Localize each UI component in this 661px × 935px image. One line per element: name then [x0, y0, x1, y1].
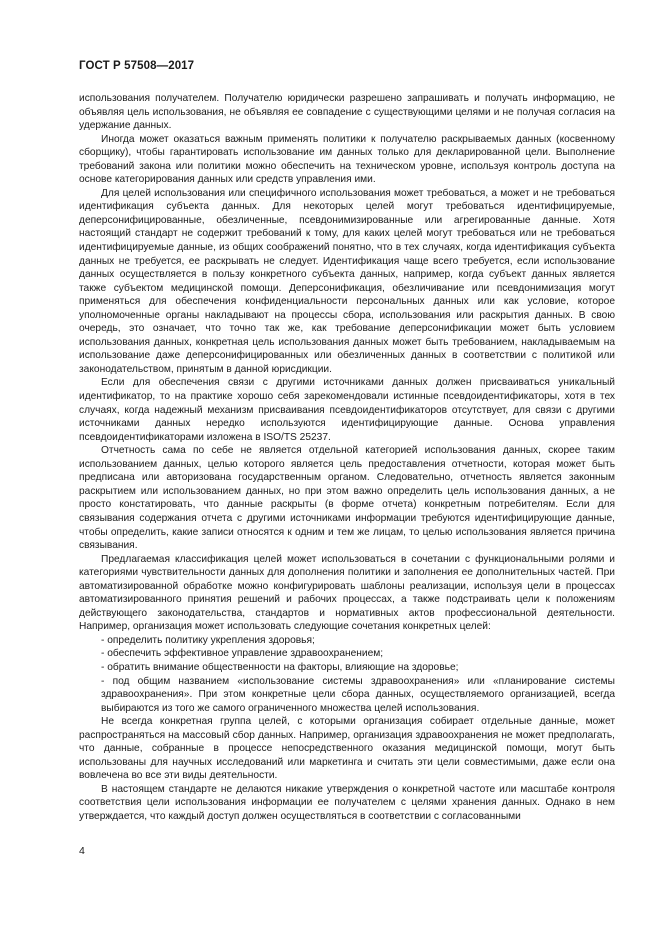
- paragraph-7: Не всегда конкретная группа целей, с которыми организация собирает отдельные данные, может распространяться на массовый сбор данных. Например, организация здравоохранения не может предполагать, что данные, собранные в процессе непосредственного оказания медицинской помощи, могут быть использованы для научных исследований или маркетинга и считать эти цели совместимыми, даже если она вовлечена во все эти виды деятельности.: [79, 716, 615, 782]
- list-item: - определить политику укрепления здоровья;: [79, 634, 615, 648]
- paragraph-8: В настоящем стандарте не делаются никакие утверждения о конкретной частоте или масштабе контроля соответствия цели использования информации ее получателем с целями хранения данных. Однако в нем утверждается, что каждый доступ должен осуществляться в соответствии с согласованными: [79, 783, 615, 822]
- paragraph-4: Если для обеспечения связи с другими источниками данных должен присваиваться уникальный идентификатор, то на практике хорошо себя зарекомендовали истинные псевдоидентификаторы, хотя в тех случаях, когда надежный механизм присваивания псевдоидентификаторов отсутствует, для связи с другими источниками данных нередко используются идентифицирующие данные. Основа управления псевдоидентификаторами изложена в ISO/TS 25237.: [79, 377, 615, 443]
- paragraph-3: Для целей использования или специфичного использования может требоваться, а может и не требоваться идентификация субъекта данных. Для некоторых целей могут требоваться идентифицируемые, деперсонифицированные, обезличенные, псевдонимизированные или агрегированные данные. Хотя настоящий стандарт не содержит требований к тому, для каких целей могут требоваться или не требоваться идентифицируемые данные, из общих соображений понятно, что в тех случаях, когда идентификация субъекта данных не требуется, ее раскрывать не следует. Идентификация чаще всего требуется, если использование данных осуществляется в пользу конкретного субъекта данных, например, когда субъект данных является также субъектом медицинской помощи. Деперсонификация, обезличивание или псевдонимизация могут применяться для обеспечения конфиденциальности персональных данных или как условие, которое уполномоченные органы накладывают на процессы сбора, использования или раскрытия данных. В свою очередь, это означает, что точно так же, как требование деперсонификации может быть условием использования данных, конкретная цель использования данных может быть требованием, накладываемым на использование даже деперсонифицированных или обезличенных данных в соответствии с политикой или законодательством, принятым в данной юрисдикции.: [79, 187, 615, 375]
- document-header: ГОСТ Р 57508—2017: [79, 60, 195, 72]
- paragraph-6: Предлагаемая классификация целей может использоваться в сочетании с функциональными ролями и категориями чувствительности данных для дополнения политики и заполнения ее дополнительных частей. При автоматизированной обработке можно конфигурировать шаблоны реализации, используя цели в процессах автоматизированного принятия решений и рабочих процессах, а также подстраивать цели к положениям действующего законодательства, стандартов и нормативных актов профессиональной деятельности. Например, организация может использовать следующие сочетания конкретных целей:: [79, 553, 615, 633]
- purpose-list: [79, 634, 615, 715]
- page-number: 4: [79, 845, 85, 857]
- list-item: - обратить внимание общественности на факторы, влияющие на здоровье;: [79, 661, 615, 675]
- paragraph-1: использования получателем. Получателю юридически разрешено запрашивать и получать информацию, не объявляя цель использования, не объявляя ее совпадение с существующими целями и не получая согласия на удержание данных.: [79, 93, 615, 132]
- paragraph-2: Иногда может оказаться важным применять политики к получателю раскрываемых данных (косвенному сборщику), чтобы гарантировать использование им данных только для декларированной цели. Выполнение требований закона или политики можно обеспечить на техническом уровне, используя контроль доступа на основе категорирования данных или средств управления ими.: [79, 133, 615, 186]
- paragraph-5: Отчетность сама по себе не является отдельной категорией использования данных, скорее таким использованием данных, целью которого является цель предоставления отчетности, которая может быть предписана или авторизована государственным органом. Следовательно, отчетность является законным раскрытием или использованием данных, но при этом важно определить цель использования данных, а не просто констатировать, что данные раскрыты (в форме отчета) конкретным потребителям. Если для связывания содержания отчета с другими источниками информации требуются идентифицирующие данные, чтобы определить, какие записи относятся к одним и тем же лицам, то целью использования является причина связывания.: [79, 445, 615, 552]
- document-body: [79, 92, 615, 824]
- list-item: - обеспечить эффективное управление здравоохранением;: [79, 647, 615, 661]
- list-item: - под общим названием «использование системы здравоохранения» или «планирование системы здравоохранения». При этом конкретные цели сбора данных, осуществляемого организацией, всегда выбираются из того же самого ограниченного множества целей использования.: [79, 675, 615, 716]
